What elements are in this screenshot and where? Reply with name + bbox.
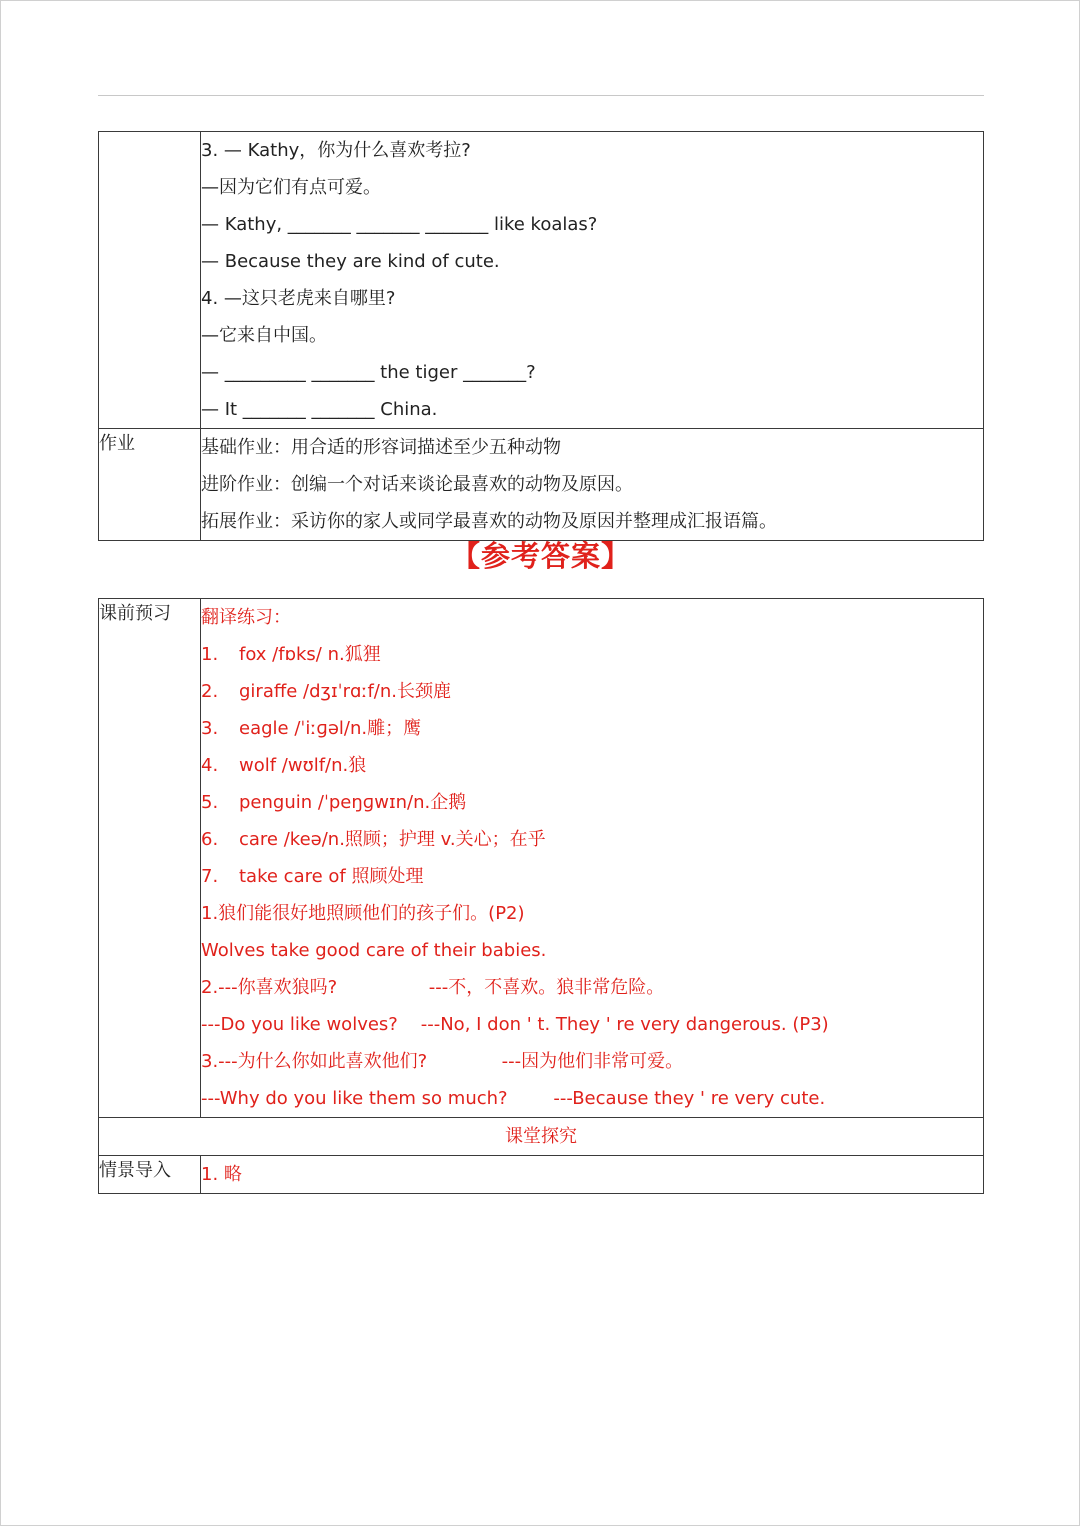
- intro-text: 1. 略: [201, 1164, 242, 1185]
- homework-content-cell: [201, 429, 984, 541]
- vocab-number: 2.: [201, 681, 219, 702]
- preview-row: [99, 599, 984, 1118]
- section-heading-row: [99, 1118, 984, 1156]
- exercise-line: — _________ _______ the tiger _______?: [201, 362, 536, 383]
- vocab-item: [201, 636, 983, 673]
- header-rule: [98, 95, 984, 96]
- homework-line: 拓展作业：采访你的家人或同学最喜欢的动物及原因并整理成汇报语篇。: [201, 511, 777, 532]
- section-heading: 课堂探究: [99, 1118, 984, 1156]
- vocab-number: 3.: [201, 718, 219, 739]
- exercise-line: —它来自中国。: [201, 325, 327, 346]
- exercise-line: —因为它们有点可爱。: [201, 177, 381, 198]
- vocab-item: [201, 784, 983, 821]
- intro-content-cell: [201, 1156, 984, 1194]
- exercise-line: — It _______ _______ China.: [201, 399, 438, 420]
- vocab-text: giraffe /dʒɪˈrɑːf/n.长颈鹿: [239, 681, 452, 702]
- vocab-item: [201, 858, 983, 895]
- vocab-number: 1.: [201, 644, 219, 665]
- exercise-table: [98, 131, 984, 541]
- vocab-item: [201, 747, 983, 784]
- homework-line: 基础作业：用合适的形容词描述至少五种动物: [201, 437, 561, 458]
- vocab-text: take care of 照顾处理: [239, 866, 424, 887]
- vocab-number: 7.: [201, 866, 219, 887]
- vocab-text: wolf /wʊlf/n.狼: [239, 755, 367, 776]
- vocab-text: fox /fɒks/ n.狐狸: [239, 644, 381, 665]
- vocab-item: [201, 821, 983, 858]
- exercise-line: — Kathy, _______ _______ _______ like koalas?: [201, 214, 598, 235]
- preview-content-cell: [201, 599, 984, 1118]
- translation-heading: 翻译练习：: [201, 607, 291, 628]
- exercise-row: [99, 132, 984, 429]
- exercise-line: 4. —这只老虎来自哪里?: [201, 288, 396, 309]
- exercise-label-cell: [99, 132, 201, 429]
- homework-row: [99, 429, 984, 541]
- sentence-line: Wolves take good care of their babies.: [201, 940, 547, 961]
- vocab-number: 5.: [201, 792, 219, 813]
- intro-row: [99, 1156, 984, 1194]
- sentence-line: 1.狼们能很好地照顾他们的孩子们。(P2): [201, 903, 525, 924]
- exercise-line: 3. — Kathy，你为什么喜欢考拉?: [201, 140, 471, 161]
- intro-label: 情景导入: [99, 1156, 201, 1194]
- answers-title: 【参考答案】: [450, 539, 631, 573]
- exercise-line: — Because they are kind of cute.: [201, 251, 500, 272]
- vocab-number: 6.: [201, 829, 219, 850]
- vocab-text: eagle /ˈiːɡəl/n.雕；鹰: [239, 718, 422, 739]
- homework-line: 进阶作业：创编一个对话来谈论最喜欢的动物及原因。: [201, 474, 633, 495]
- sentence-line: ---Why do you like them so much? ---Because they ' re very cute.: [201, 1088, 826, 1109]
- exercise-content-cell: [201, 132, 984, 429]
- vocab-item: [201, 673, 983, 710]
- sentence-line: ---Do you like wolves? ---No, I don ' t. They ' re very dangerous. (P3): [201, 1014, 829, 1035]
- answers-table: [98, 598, 984, 1194]
- vocab-text: care /keə/n.照顾；护理 v.关心；在乎: [239, 829, 546, 850]
- vocab-number: 4.: [201, 755, 219, 776]
- preview-label: 课前预习: [99, 599, 201, 1118]
- vocab-text: penguin /ˈpeŋɡwɪn/n.企鹅: [239, 792, 467, 813]
- sentence-line: 2.---你喜欢狼吗? ---不，不喜欢。狼非常危险。: [201, 977, 665, 998]
- homework-label: 作业: [99, 429, 201, 541]
- sentence-line: 3.---为什么你如此喜欢他们? ---因为他们非常可爱。: [201, 1051, 684, 1072]
- vocab-item: [201, 710, 983, 747]
